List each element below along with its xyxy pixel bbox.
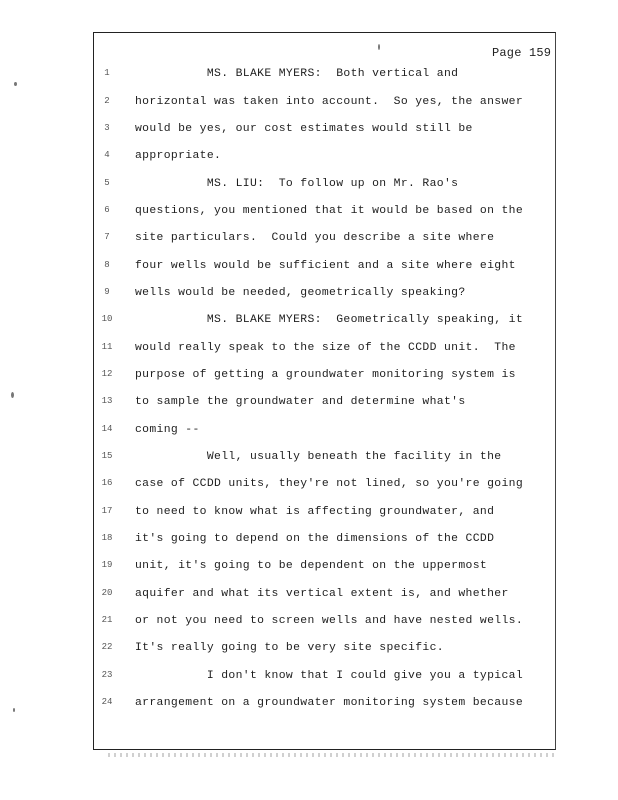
- transcript-line: site particulars. Could you describe a site where: [135, 232, 495, 244]
- scan-speck: [11, 392, 14, 398]
- line-number: 17: [101, 506, 113, 516]
- transcript-line: MS. BLAKE MYERS: Both vertical and: [135, 68, 459, 80]
- transcript-line: or not you need to screen wells and have nested wells.: [135, 615, 524, 627]
- transcript-line: MS. BLAKE MYERS: Geometrically speaking, it: [135, 314, 524, 326]
- line-number: 11: [101, 342, 113, 352]
- scan-speck: [13, 708, 15, 712]
- line-number: 20: [101, 588, 113, 598]
- transcript-line: arrangement on a groundwater monitoring system because: [135, 697, 524, 709]
- line-number: 13: [101, 396, 113, 406]
- transcript-line: MS. LIU: To follow up on Mr. Rao's: [135, 178, 459, 190]
- line-number: 21: [101, 615, 113, 625]
- transcript-line: appropriate.: [135, 150, 222, 162]
- line-number: 5: [104, 178, 110, 188]
- scan-footer-noise: [108, 753, 558, 757]
- scan-speck: [14, 82, 17, 86]
- transcript-line: questions, you mentioned that it would be based on the: [135, 205, 524, 217]
- line-number: 1: [104, 68, 110, 78]
- line-number: 14: [101, 424, 113, 434]
- line-number: 2: [104, 96, 110, 106]
- line-number: 8: [104, 260, 110, 270]
- line-number: 7: [104, 232, 110, 242]
- transcript-line: coming --: [135, 424, 200, 436]
- line-number: 4: [104, 150, 110, 160]
- transcript-line: I don't know that I could give you a typical: [135, 670, 524, 682]
- scan-speck: [378, 44, 380, 50]
- transcript-line: It's really going to be very site specific.: [135, 642, 444, 654]
- line-number: 12: [101, 369, 113, 379]
- transcript-line: purpose of getting a groundwater monitoring system is: [135, 369, 516, 381]
- transcript-line: it's going to depend on the dimensions of the CCDD: [135, 533, 495, 545]
- transcript-line: to sample the groundwater and determine what's: [135, 396, 466, 408]
- line-number: 9: [104, 287, 110, 297]
- page-number: Page 159: [492, 46, 552, 60]
- transcript-line: to need to know what is affecting groundwater, and: [135, 506, 495, 518]
- transcript-line: wells would be needed, geometrically speaking?: [135, 287, 466, 299]
- transcript-line: Well, usually beneath the facility in the: [135, 451, 502, 463]
- line-number: 23: [101, 670, 113, 680]
- line-number: 16: [101, 478, 113, 488]
- line-number: 10: [101, 314, 113, 324]
- transcript-line: would really speak to the size of the CCDD unit. The: [135, 342, 516, 354]
- line-number: 3: [104, 123, 110, 133]
- line-number: 24: [101, 697, 113, 707]
- transcript-line: aquifer and what its vertical extent is, and whether: [135, 588, 509, 600]
- transcript-line: horizontal was taken into account. So yes, the answer: [135, 96, 524, 108]
- transcript-line: four wells would be sufficient and a site where eight: [135, 260, 516, 272]
- transcript-line: unit, it's going to be dependent on the uppermost: [135, 560, 488, 572]
- line-number: 19: [101, 560, 113, 570]
- transcript-line: case of CCDD units, they're not lined, so you're going: [135, 478, 524, 490]
- line-number: 15: [101, 451, 113, 461]
- transcript-line: would be yes, our cost estimates would still be: [135, 123, 473, 135]
- line-number: 6: [104, 205, 110, 215]
- line-number: 22: [101, 642, 113, 652]
- line-number: 18: [101, 533, 113, 543]
